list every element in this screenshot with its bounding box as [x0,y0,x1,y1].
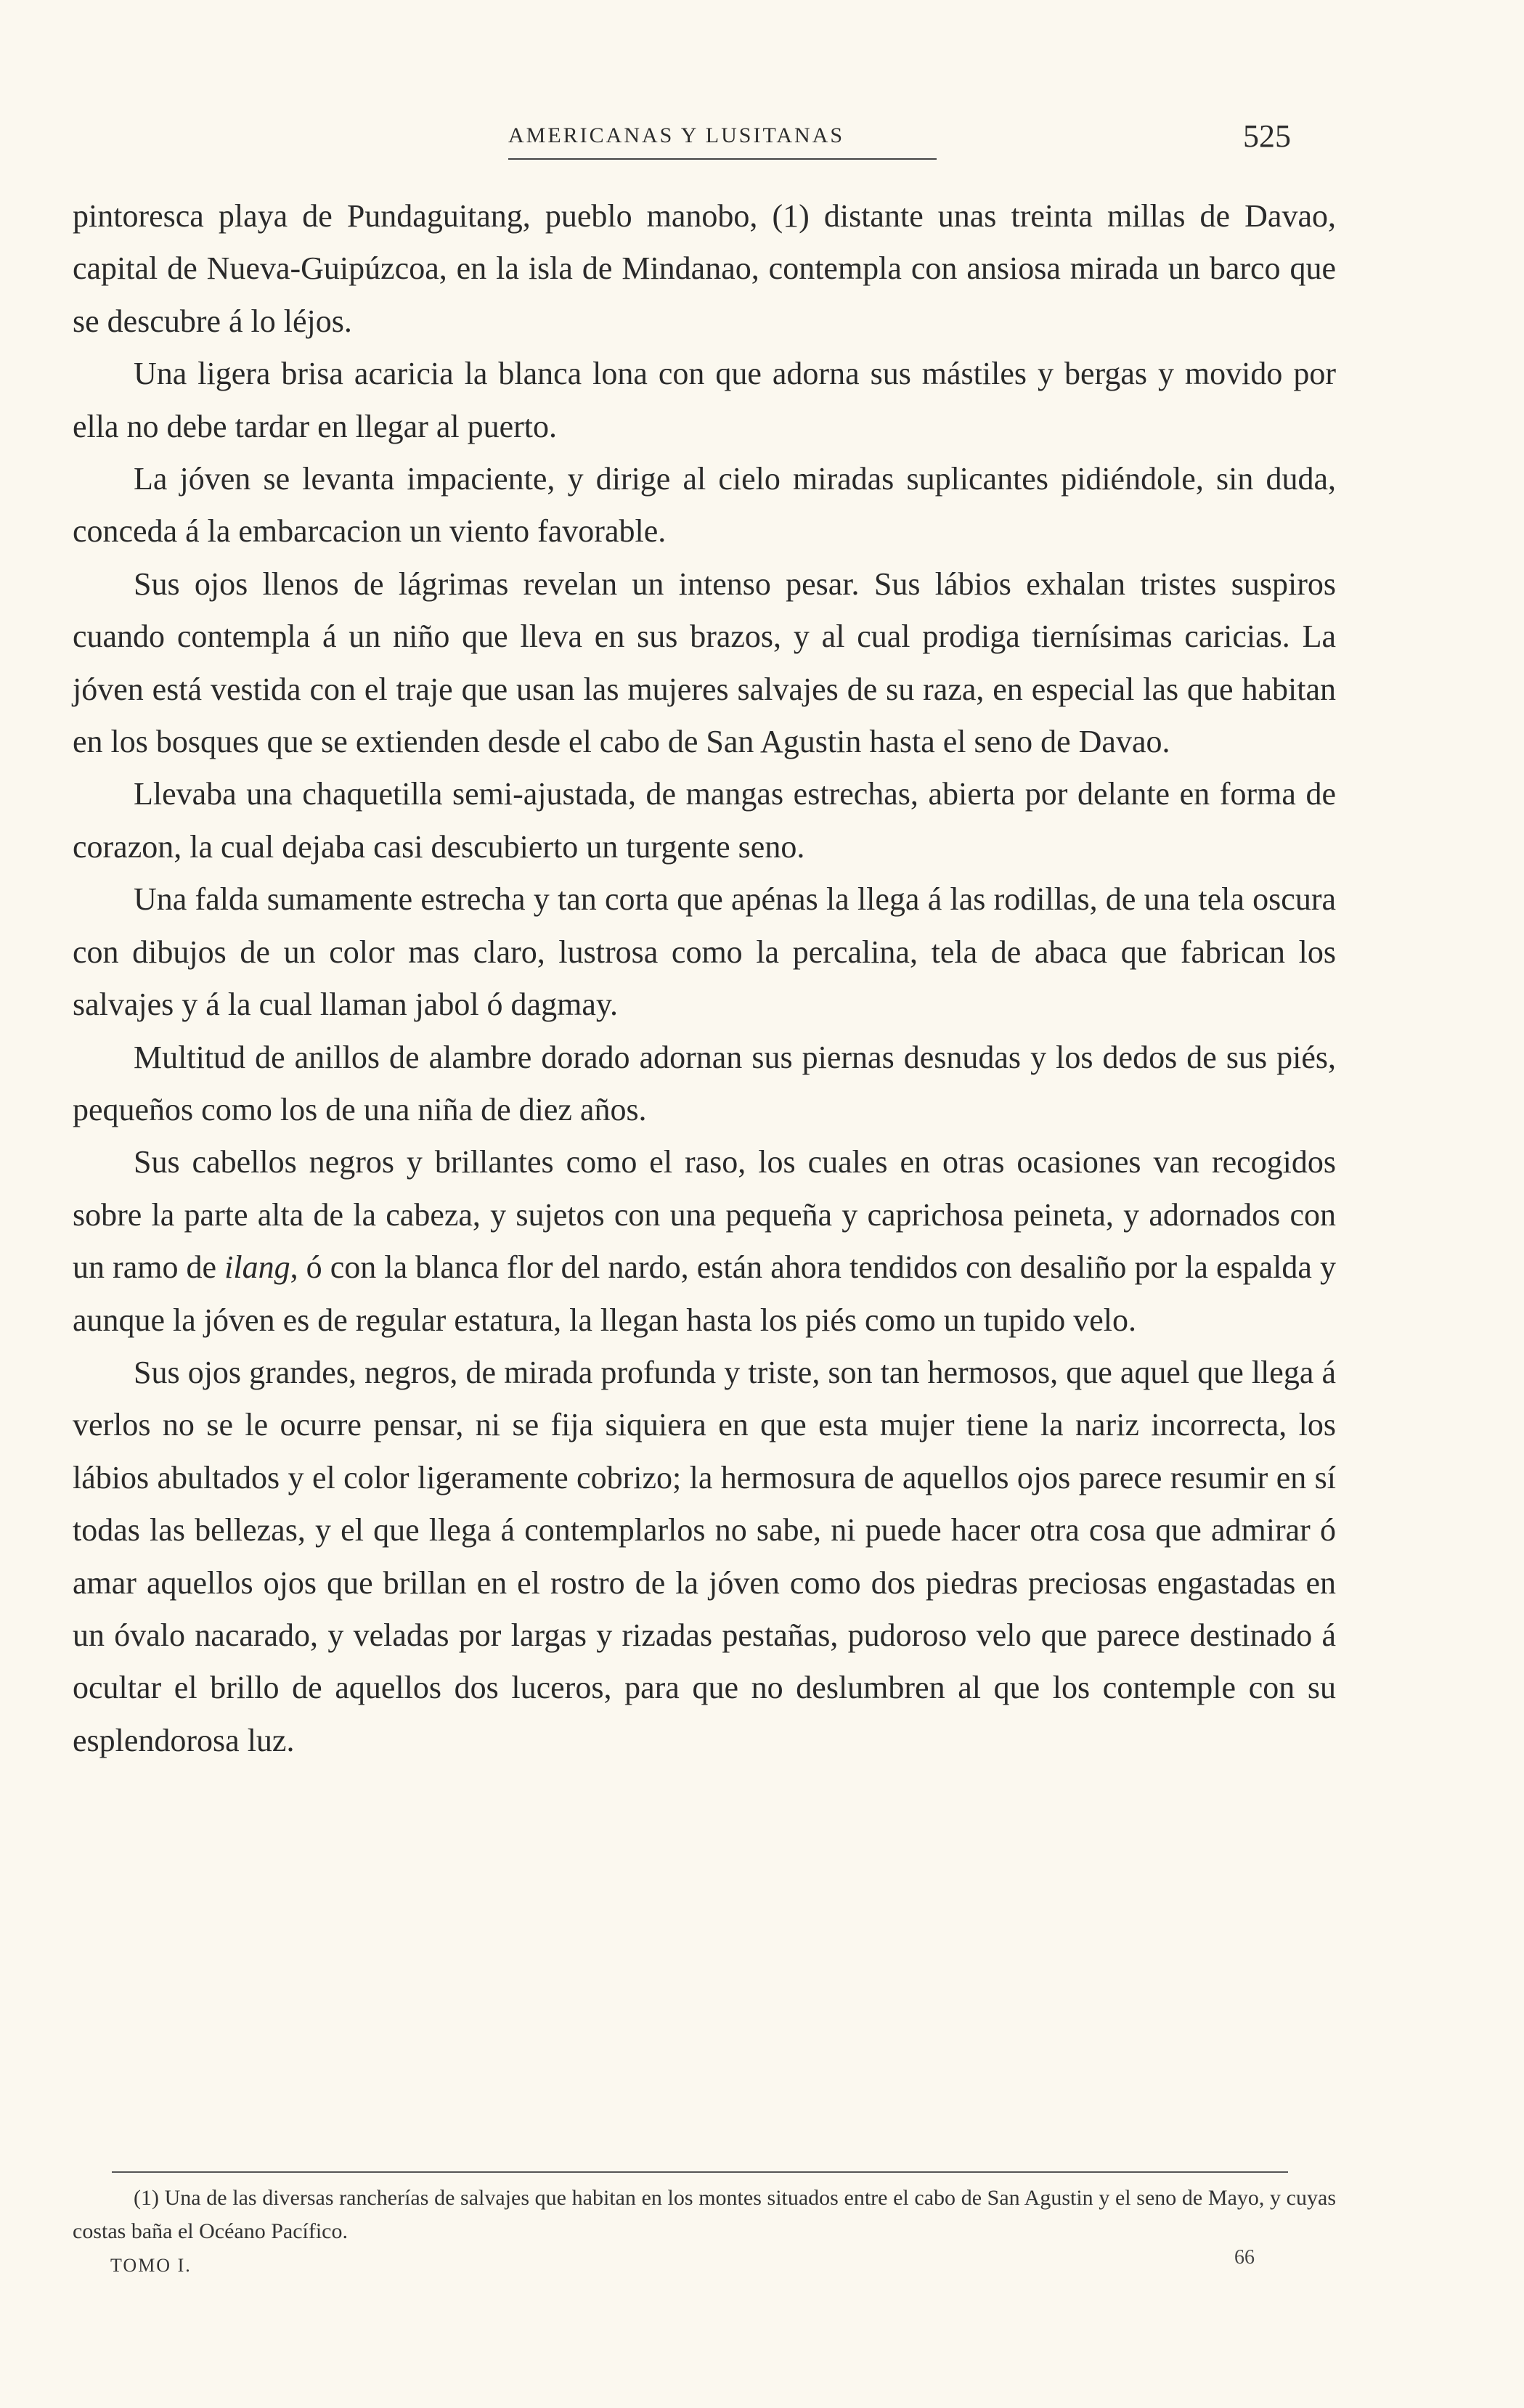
paragraph-3: La jóven se levanta impaciente, y dirige al cielo miradas suplicantes pidiéndole, sin duda, conceda á la embarcacion un viento favorable. [73,461,1336,550]
running-title: AMERICANAS Y LUSITANAS [508,123,845,147]
paragraph-1: pintoresca playa de Pundaguitang, pueblo manobo, (1) distante unas treinta millas de Davao, capital de Nueva-Guipúzcoa, en la isla de Mindanao, contempla con ansiosa mirada un barco que se descubre á lo léjos. [73,198,1336,339]
paragraph-2: Una ligera brisa acaricia la blanca lona con que adorna sus mástiles y bergas y movido por ella no debe tardar en llegar al puerto. [73,356,1336,444]
paragraph-6: Una falda sumamente estrecha y tan corta que apénas la llega á las rodillas, de una tela oscura con dibujos de un color mas claro, lustrosa como la percalina, tela de abaca que fabrican los salvajes y á la cual llaman jabol ó dagmay. [73,881,1336,1023]
paragraph-4: Sus ojos llenos de lágrimas revelan un intenso pesar. Sus lábios exhalan tristes suspiros cuando contempla á un niño que lleva en sus brazos, y al cual prodiga tiernísimas caricias. La jóven está vestida con el traje que usan las mujeres salvajes de su raza, en especial las que habitan en los bosques que se extienden desde el cabo de San Agustin hasta el seno de Davao. [73,566,1336,760]
italic-term: ilang [224,1249,290,1286]
paragraph-8 [73,1136,1336,1347]
paragraph-5: Llevaba una chaquetilla semi-ajustada, de mangas estrechas, abierta por delante en forma de corazon, la cual dejaba casi descubierto un turgente seno. [73,776,1336,865]
page-number: 525 [1243,118,1291,154]
sheet-number: 66 [1234,2246,1255,2269]
footnote-rule [112,2171,1288,2173]
volume-signature: TOMO I. [110,2255,192,2276]
paragraph-8-end: , ó con la blanca flor del nardo, están ahora tendidos con desaliño por la espalda y aunque la jóven es de regular estatura, la llegan hasta los piés como un tupido velo. [73,1249,1337,1338]
body-text [73,190,1336,1767]
footnote: (1) Una de las diversas rancherías de salvajes que habitan en los montes situados entre el cabo de San Agustin y el seno de Mayo, y cuyas costas baña el Océano Pacífico. [73,2186,1336,2243]
paragraph-7: Multitud de anillos de alambre dorado adornan sus piernas desnudas y los dedos de sus piés, pequeños como los de una niña de diez años. [73,1039,1336,1127]
paragraph-8-start: Sus cabellos negros y brillantes como el raso, los cuales en otras ocasiones van recogidos sobre la parte alta de la cabeza, y sujetos con una pequeña y caprichosa peineta, y adornados con un ramo de [73,1144,1336,1286]
running-head [0,115,1524,158]
paragraph-9: Sus ojos grandes, negros, de mirada profunda y triste, son tan hermosos, que aquel que llega á verlos no se le ocurre pensar, ni se fija siquiera en que esta mujer tiene la nariz incorrecta, los lábios abultados y el color ligeramente cobrizo; la hermosura de aquellos ojos parece resumir en sí todas las bellezas, y el que llega á contemplarlos no sabe, ni puede hacer otra cosa que admirar ó amar aquellos ojos que brillan en el rostro de la jóven como dos piedras preciosas engastadas en un óvalo nacarado, y veladas por largas y rizadas pestañas, pudoroso velo que parece destinado á ocultar el brillo de aquellos dos luceros, para que no deslumbren al que los contemple con su esplendorosa luz. [73,1354,1336,1758]
header-rule [508,158,937,160]
